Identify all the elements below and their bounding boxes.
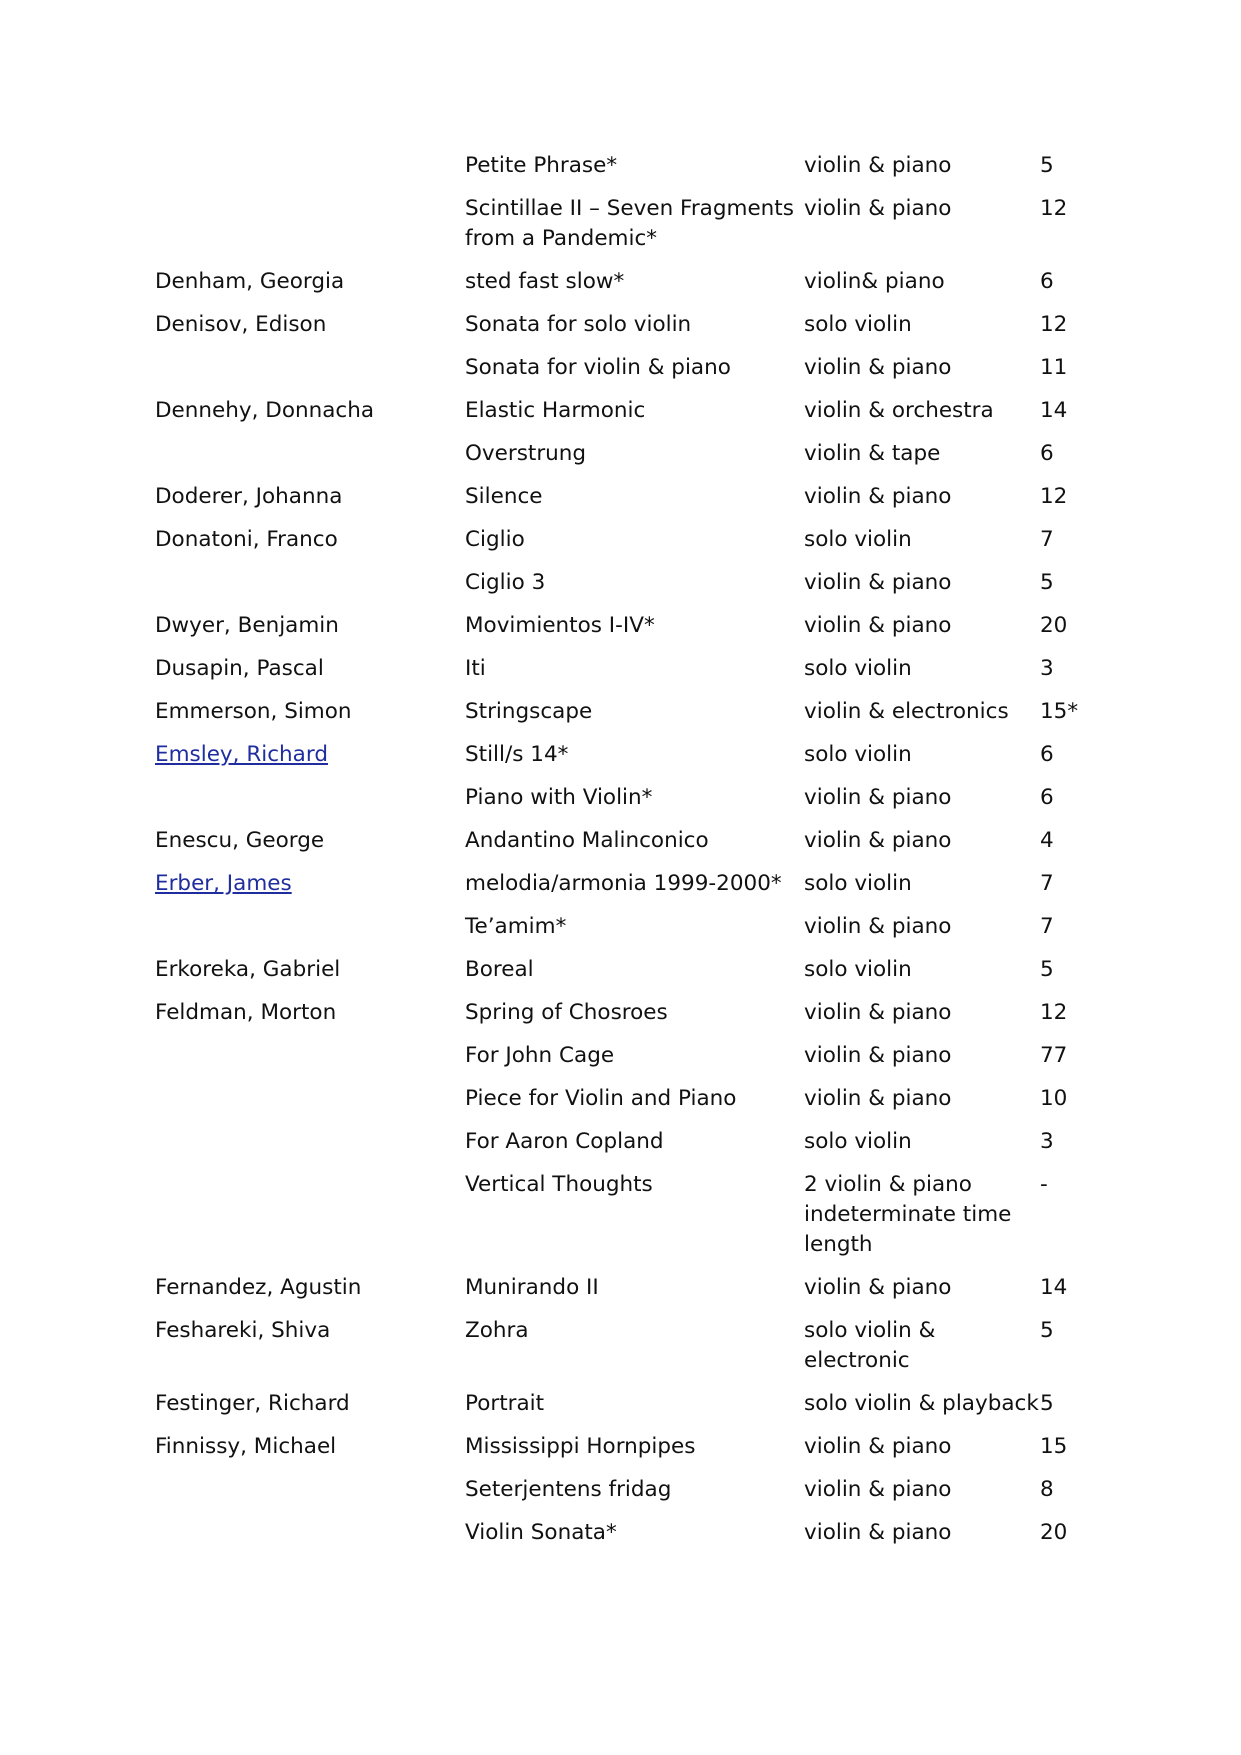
duration-cell: 5 [1040, 1318, 1054, 1343]
work-title-cell: Violin Sonata* [465, 1520, 617, 1545]
work-title-cell: Petite Phrase* [465, 153, 618, 178]
instrumentation-cell: violin & piano [804, 1520, 952, 1545]
instrumentation-cell: violin & piano [804, 484, 952, 509]
work-title-cell: For Aaron Copland [465, 1129, 664, 1154]
duration-cell: 20 [1040, 1520, 1068, 1545]
work-title-cell: Munirando II [465, 1275, 599, 1300]
table-row [155, 740, 1100, 783]
instrumentation-cell: violin & piano [804, 613, 952, 638]
table-row [155, 611, 1100, 654]
duration-cell: 10 [1040, 1086, 1068, 1111]
composer-cell: Emmerson, Simon [155, 699, 352, 724]
composer-cell: Festinger, Richard [155, 1391, 350, 1416]
work-title-cell: Zohra [465, 1318, 529, 1343]
table-row [155, 1518, 1100, 1561]
composer-cell [155, 1170, 465, 1273]
table-row [155, 1273, 1100, 1316]
table-row [155, 151, 1100, 194]
table-row [155, 439, 1100, 482]
composer-cell: Finnissy, Michael [155, 1434, 337, 1459]
duration-cell: 3 [1040, 1129, 1054, 1154]
composer-cell [155, 194, 465, 267]
composer-cell: Dwyer, Benjamin [155, 613, 339, 638]
work-title-cell: Spring of Chosroes [465, 1000, 668, 1025]
instrumentation-cell: violin & tape [804, 441, 941, 466]
table-row [155, 525, 1100, 568]
instrumentation-cell: violin & piano [804, 570, 952, 595]
instrumentation-cell: violin & piano [804, 914, 952, 939]
duration-cell: 12 [1040, 484, 1068, 509]
duration-cell: 5 [1040, 1391, 1054, 1416]
composer-cell [155, 1475, 465, 1518]
work-title-cell: Sonata for solo violin [465, 312, 692, 337]
work-title-cell: Still/s 14* [465, 742, 569, 767]
duration-cell: 6 [1040, 785, 1054, 810]
duration-cell: 15 [1040, 1434, 1068, 1459]
composer-cell [155, 869, 465, 912]
duration-cell: 3 [1040, 656, 1054, 681]
instrumentation-cell: solo violin [804, 312, 912, 337]
composer-cell [155, 740, 465, 783]
table-row [155, 310, 1100, 353]
work-title-cell: Ciglio 3 [465, 570, 546, 595]
table-row [155, 1475, 1100, 1518]
work-title-cell: Boreal [465, 957, 534, 982]
duration-cell: 7 [1040, 871, 1054, 896]
work-title-cell: Iti [465, 656, 486, 681]
table-row [155, 267, 1100, 310]
instrumentation-cell: solo violin [804, 742, 912, 767]
instrumentation-cell: solo violin [804, 957, 912, 982]
table-row [155, 1316, 1100, 1389]
instrumentation-cell: violin & piano [804, 1434, 952, 1459]
instrumentation-cell: violin & piano [804, 785, 952, 810]
duration-cell: 11 [1040, 355, 1068, 380]
table-row [155, 654, 1100, 697]
table-row [155, 912, 1100, 955]
composer-cell: Feshareki, Shiva [155, 1318, 331, 1343]
instrumentation-cell: violin & piano [804, 196, 952, 221]
table-row [155, 1432, 1100, 1475]
work-title-cell: Ciglio [465, 527, 525, 552]
table-row [155, 482, 1100, 525]
instrumentation-cell: violin & piano [804, 1000, 952, 1025]
repertoire-table [155, 151, 1100, 1561]
instrumentation-cell: violin & piano [804, 1086, 952, 1111]
instrumentation-cell: solo violin & electronic [804, 1318, 936, 1373]
composer-cell [155, 1127, 465, 1170]
work-title-cell: Andantino Malinconico [465, 828, 709, 853]
composer-cell [155, 1084, 465, 1127]
table-row [155, 869, 1100, 912]
duration-cell: 12 [1040, 312, 1068, 337]
composer-cell [155, 783, 465, 826]
composer-link[interactable]: Erber, James [155, 871, 292, 896]
table-row [155, 1389, 1100, 1432]
instrumentation-cell: violin & piano [804, 1477, 952, 1502]
duration-cell: 4 [1040, 828, 1054, 853]
composer-cell: Fernandez, Agustin [155, 1275, 362, 1300]
work-title-cell: Stringscape [465, 699, 593, 724]
table-row [155, 826, 1100, 869]
instrumentation-cell: solo violin [804, 656, 912, 681]
duration-cell: 6 [1040, 269, 1054, 294]
composer-cell: Donatoni, Franco [155, 527, 338, 552]
work-title-cell: melodia/armonia 1999-2000* [465, 871, 782, 896]
instrumentation-cell: 2 violin & piano indeterminate time length [804, 1172, 1012, 1257]
composer-cell: Dusapin, Pascal [155, 656, 324, 681]
duration-cell: 12 [1040, 1000, 1068, 1025]
composer-cell: Erkoreka, Gabriel [155, 957, 341, 982]
work-title-cell: Seterjentens fridag [465, 1477, 672, 1502]
composer-cell [155, 151, 465, 194]
composer-link[interactable]: Emsley, Richard [155, 742, 328, 767]
duration-cell: 7 [1040, 527, 1054, 552]
instrumentation-cell: violin & piano [804, 355, 952, 380]
duration-cell: 20 [1040, 613, 1068, 638]
work-title-cell: Vertical Thoughts [465, 1172, 653, 1197]
instrumentation-cell: violin& piano [804, 269, 945, 294]
instrumentation-cell: violin & piano [804, 1275, 952, 1300]
composer-cell [155, 912, 465, 955]
table-row [155, 697, 1100, 740]
composer-cell: Denisov, Edison [155, 312, 327, 337]
composer-cell: Dennehy, Donnacha [155, 398, 375, 423]
composer-cell [155, 1518, 465, 1561]
duration-cell: - [1040, 1172, 1048, 1197]
composer-cell [155, 568, 465, 611]
work-title-cell: For John Cage [465, 1043, 615, 1068]
composer-cell: Doderer, Johanna [155, 484, 343, 509]
instrumentation-cell: violin & piano [804, 828, 952, 853]
composer-cell: Enescu, George [155, 828, 325, 853]
composer-cell: Denham, Georgia [155, 269, 345, 294]
work-title-cell: Overstrung [465, 441, 587, 466]
instrumentation-cell: solo violin [804, 527, 912, 552]
table-row [155, 783, 1100, 826]
duration-cell: 77 [1040, 1043, 1068, 1068]
work-title-cell: Silence [465, 484, 543, 509]
work-title-cell: Portrait [465, 1391, 545, 1416]
duration-cell: 5 [1040, 153, 1054, 178]
composer-cell: Feldman, Morton [155, 1000, 337, 1025]
duration-cell: 14 [1040, 398, 1068, 423]
duration-cell: 7 [1040, 914, 1054, 939]
work-title-cell: sted fast slow* [465, 269, 625, 294]
table-row [155, 1084, 1100, 1127]
work-title-cell: Movimientos I-IV* [465, 613, 655, 638]
instrumentation-cell: violin & orchestra [804, 398, 994, 423]
instrumentation-cell: solo violin [804, 871, 912, 896]
duration-cell: 8 [1040, 1477, 1054, 1502]
composer-cell [155, 1041, 465, 1084]
work-title-cell: Sonata for violin & piano [465, 355, 731, 380]
duration-cell: 12 [1040, 196, 1068, 221]
table-row [155, 568, 1100, 611]
work-title-cell: Elastic Harmonic [465, 398, 646, 423]
duration-cell: 14 [1040, 1275, 1068, 1300]
table-row [155, 353, 1100, 396]
duration-cell: 15* [1040, 699, 1079, 724]
work-title-cell: Piece for Violin and Piano [465, 1086, 737, 1111]
duration-cell: 5 [1040, 570, 1054, 595]
duration-cell: 6 [1040, 441, 1054, 466]
composer-cell [155, 353, 465, 396]
table-row [155, 396, 1100, 439]
instrumentation-cell: violin & piano [804, 1043, 952, 1068]
duration-cell: 5 [1040, 957, 1054, 982]
composer-cell [155, 439, 465, 482]
work-title-cell: Piano with Violin* [465, 785, 653, 810]
work-title-cell: Te’amim* [465, 914, 567, 939]
instrumentation-cell: solo violin [804, 1129, 912, 1154]
instrumentation-cell: violin & piano [804, 153, 952, 178]
table-row [155, 194, 1100, 267]
work-title-cell: Scintillae II – Seven Fragments from a Pandemic* [465, 196, 794, 251]
work-title-cell: Mississippi Hornpipes [465, 1434, 696, 1459]
table-row [155, 1041, 1100, 1084]
table-row [155, 1170, 1100, 1273]
table-row [155, 1127, 1100, 1170]
instrumentation-cell: violin & electronics [804, 699, 1009, 724]
instrumentation-cell: solo violin & playback [804, 1391, 1039, 1416]
table-row [155, 998, 1100, 1041]
repertoire-rows [155, 151, 1100, 1561]
table-row [155, 955, 1100, 998]
duration-cell: 6 [1040, 742, 1054, 767]
